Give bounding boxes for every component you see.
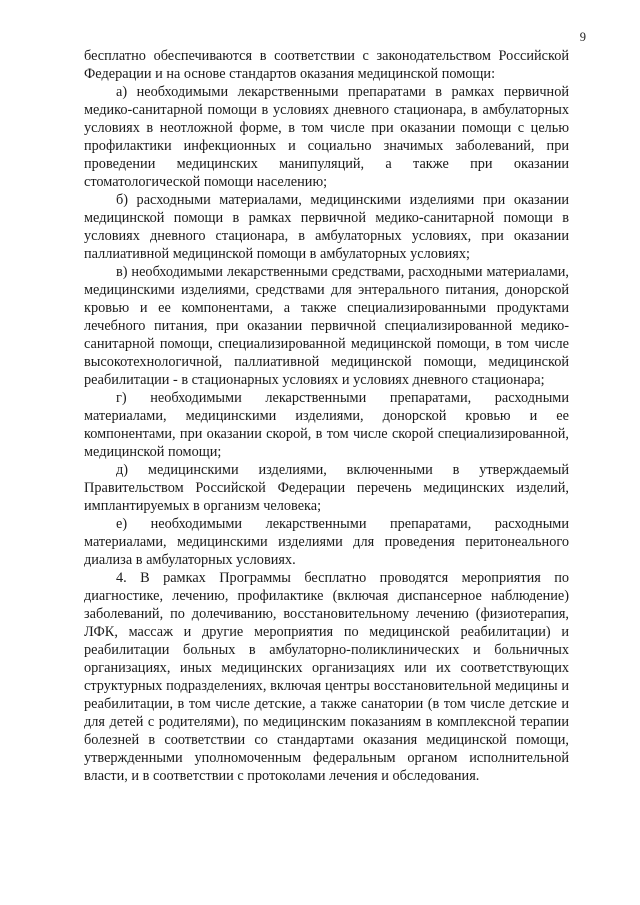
paragraph-section-4: 4. В рамках Программы бесплатно проводятся мероприятия по диагностике, лечению, профилактике (включая диспансерное наблюдение) заболеваний, по долечиванию, восстановительному лечению (физиотерапия, ЛФК, массаж и другие мероприятия по медицинской реабилитации) и реабилитации больных в амбулаторно-поликлинических и больничных организациях, иных медицинских организациях или их соответствующих структурных подразделениях, включая центры восстановительной медицины и реабилитации, в том числе детские, а также санатории (в том числе детские и для детей с родителями), по медицинским показаниям в комплексной терапии болезней в соответствии со стандартами оказания медицинской помощи, утвержденными уполномоченным федеральным органом исполнительной власти, и в соответствии с протоколами лечения и обследования. xyxy=(84,570,569,784)
paragraph-item-d: д) медицинскими изделиями, включенными в утверждаемый Правительством Российской Федерации перечень медицинских изделий, имплантируемых в организм человека; xyxy=(84,462,569,514)
page-number: 9 xyxy=(579,30,586,44)
paragraph-item-v: в) необходимыми лекарственными средствами, расходными материалами, медицинскими изделиями, средствами для энтерального питания, донорской кровью и ее компонентами, а также специализированными продуктами лечебного питания, при оказании первичной специализированной медико-санитарной помощи, специализированной медицинской помощи, в том числе высокотехнологичной, паллиативной медицинской помощи, медицинской реабилитации - в стационарных условиях и условиях дневного стационара; xyxy=(84,264,569,388)
paragraph-intro-continuation: бесплатно обеспечиваются в соответствии с законодательством Российской Федерации и на основе стандартов оказания медицинской помощи: xyxy=(84,48,569,82)
document-body xyxy=(84,47,569,785)
paragraph-item-g: г) необходимыми лекарственными препаратами, расходными материалами, медицинскими изделиями, донорской кровью и ее компонентами, при оказании скорой, в том числе скорой специализированной, медицинской помощи; xyxy=(84,390,569,460)
paragraph-item-e: е) необходимыми лекарственными препаратами, расходными материалами, медицинскими изделиями для проведения перитонеального диализа в амбулаторных условиях. xyxy=(84,516,569,568)
paragraph-item-b: б) расходными материалами, медицинскими изделиями при оказании медицинской помощи в рамках первичной медико-санитарной помощи в условиях дневного стационара, в амбулаторных условиях, при оказании паллиативной медицинской помощи в амбулаторных условиях; xyxy=(84,192,569,262)
paragraph-item-a: а) необходимыми лекарственными препаратами в рамках первичной медико-санитарной помощи в условиях дневного стационара, в амбулаторных условиях в неотложной форме, в том числе при оказании помощи с целью профилактики инфекционных и социально значимых заболеваний, при проведении медицинских манипуляций, а также при оказании стоматологической помощи населению; xyxy=(84,84,569,190)
